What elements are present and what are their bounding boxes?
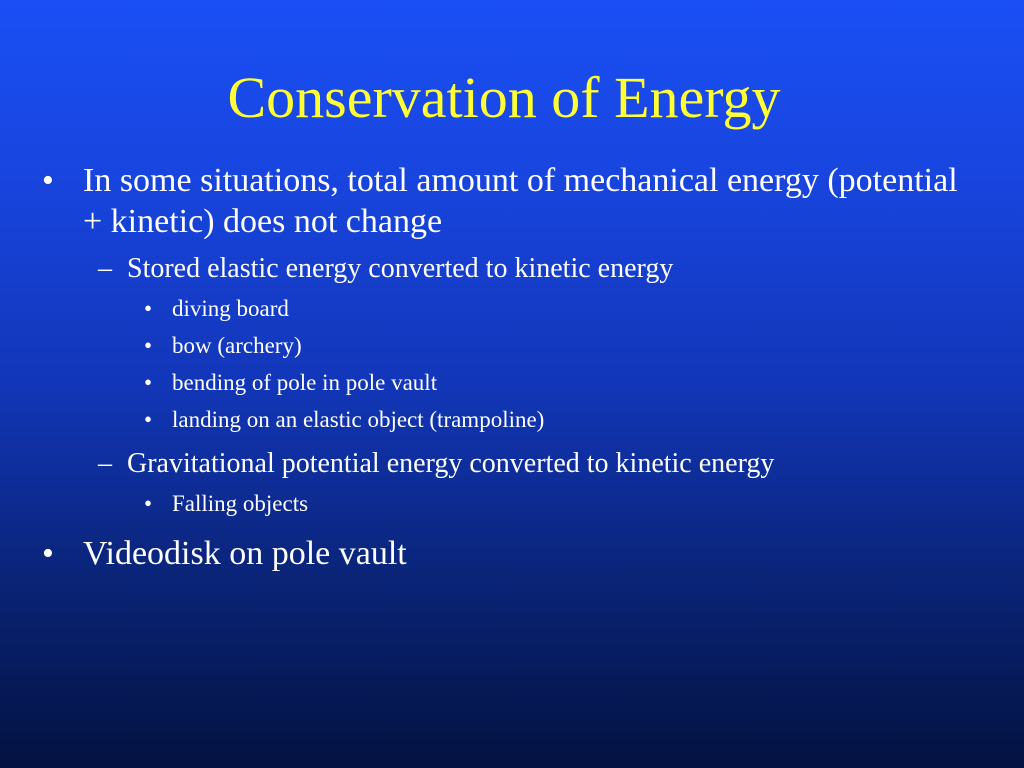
dash-marker: – [98,448,112,479]
bullet-text: In some situations, total amount of mechanical energy (potential + kinetic) does not change [83,162,958,240]
slide-body [42,158,972,574]
bullet-level3 [144,406,972,434]
dash-marker: – [98,253,112,284]
bullet-marker: • [144,370,153,395]
bullet-level3 [144,332,972,360]
slide-title: Conservation of Energy [227,65,781,130]
bullet-text: bow (archery) [172,333,302,358]
bullet-marker: • [144,333,153,358]
bullet-text: Stored elastic energy converted to kinetic energy [127,253,674,284]
bullet-text: bending of pole in pole vault [172,370,438,395]
bullet-level1 [42,160,972,242]
bullet-level3 [144,295,972,323]
bullet-level1 [42,533,972,574]
bullet-level2 [98,446,972,481]
bullet-text: Videodisk on pole vault [83,535,407,572]
bullet-level3 [144,490,972,518]
bullet-marker: • [144,407,153,432]
bullet-marker: • [144,491,153,516]
bullet-text: diving board [172,296,289,321]
bullet-marker: • [144,296,153,321]
bullet-level2 [98,251,972,286]
bullet-marker: • [42,535,54,572]
bullet-text: landing on an elastic object (trampoline) [172,407,545,432]
bullet-text: Gravitational potential energy converted to kinetic energy [127,448,775,479]
bullet-marker: • [42,162,54,199]
bullet-text: Falling objects [172,491,309,516]
bullet-level3 [144,369,972,397]
